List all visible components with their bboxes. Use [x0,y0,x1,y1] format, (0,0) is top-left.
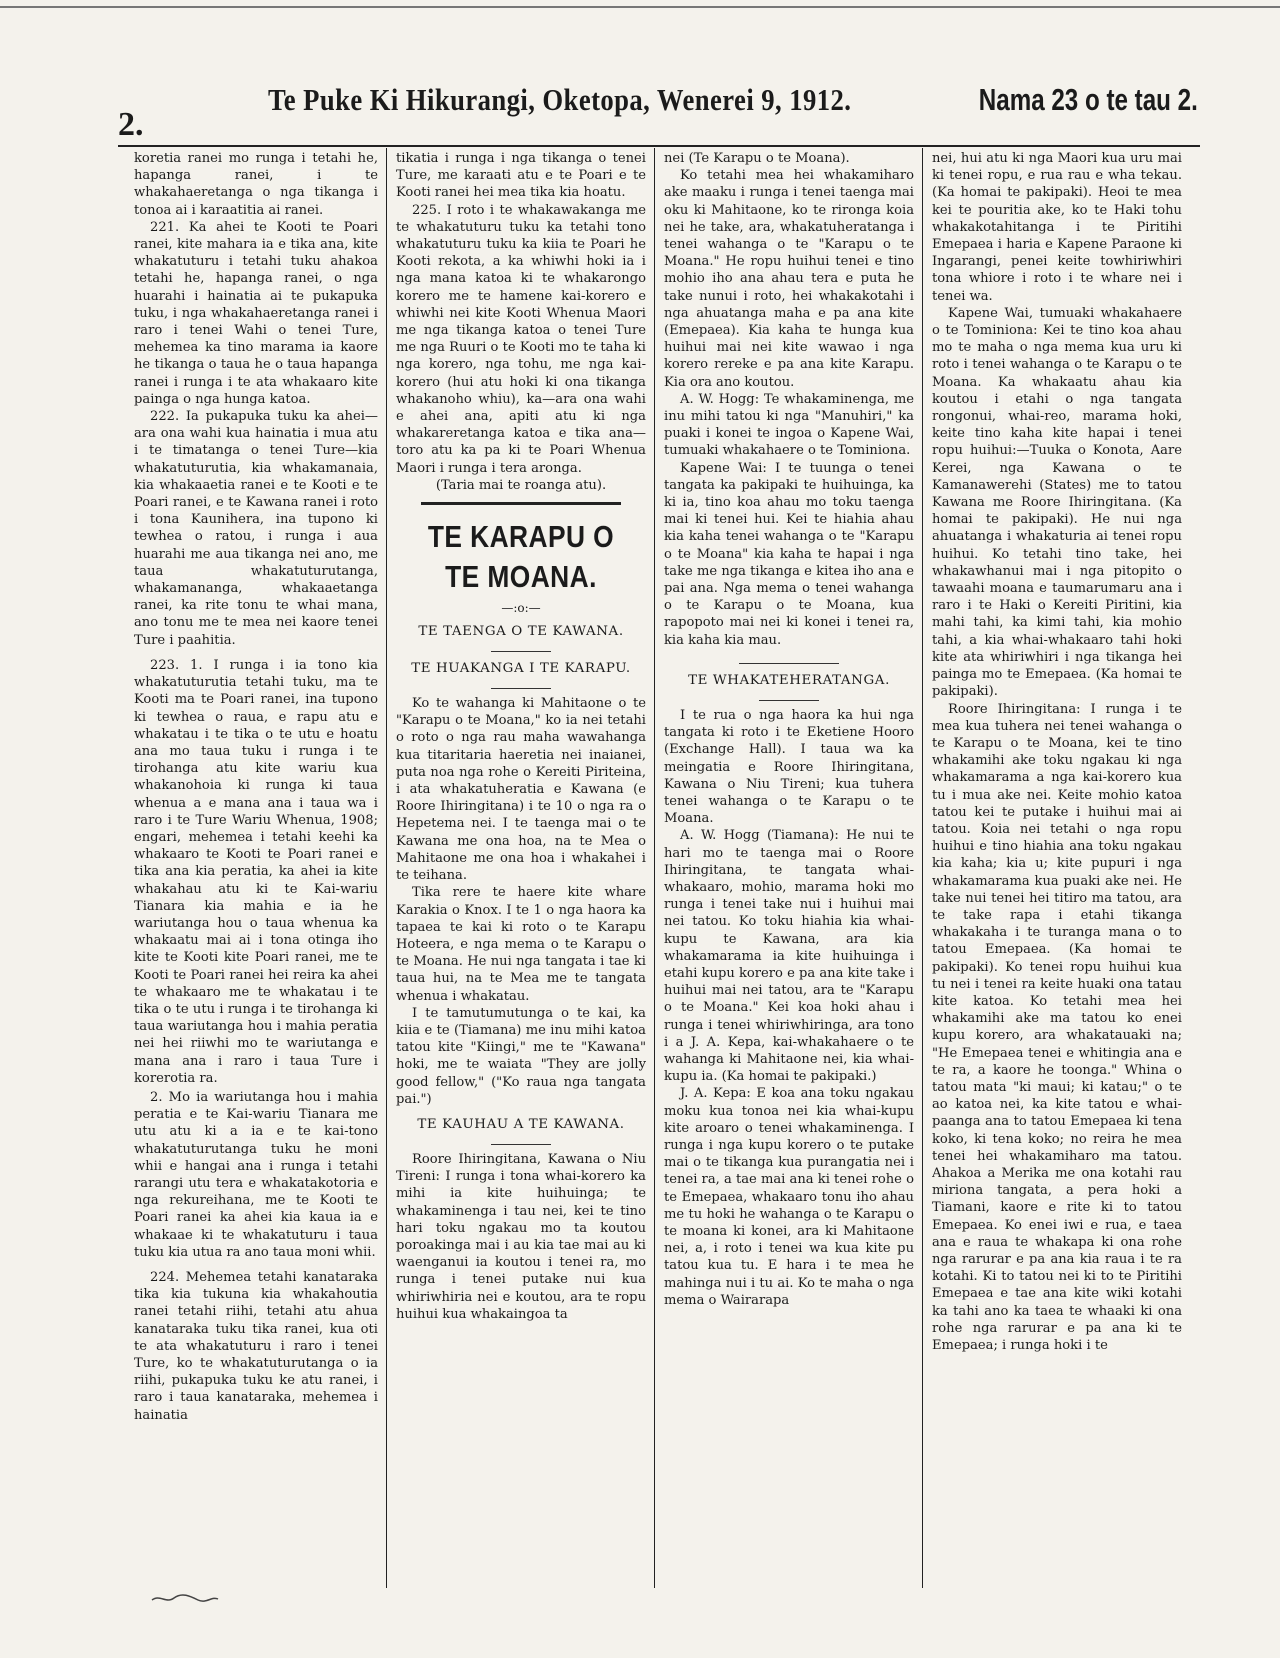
paragraph: I te rua o nga haora ka hui nga tangata ki roto i te Eketiene Hooro (Exchange Hall). I taua wa ka meingatia e Roore Ihiringitana, Kawana o Niu Tireni; kua tuhera tenei wahanga o te Karapu o te Moana. [664,707,914,827]
column-divider-3 [922,148,923,1588]
paragraph: Kapene Wai: I te tuunga o tenei tangata ka pakipaki te huihuinga, ka ki ia, tino koa ahau mo toku taenga mai ki tenei hui. Kei te hiahia ahau kia kaha tenei wahanga o te "Karapu o te Moana" kia kaha te hapai i nga take me nga tikanga e kitea iho ana e pai ana. Nga mema o tenei wahanga o te Karapu o te Moana, kua rapopoto mai nei ki konei i tenei ra, kia kaha kia mau. [664,460,914,648]
short-rule [491,1144,551,1145]
column-1 [134,150,378,1570]
issue-number: Nama 23 o te tau 2. [978,82,1198,117]
subheading-opening-ceremony: TE WHAKATEHERATANGA. [688,672,890,688]
paragraph: I te tamutumutunga o te kai, ka kiia e te (Tiamana) me inu mihi katoa tatou kite "Kiingi," me te "Kawana" hoki, me te waiata "They are jolly good fellow," ("Ko raua nga tangata pai.") [396,1005,646,1107]
column-4 [932,150,1182,1570]
column-divider-2 [654,148,655,1588]
paragraph-225: 225. I roto i te whakawakanga me te whakatuturu tuku ka tetahi tono whakatuturu tuku ka kiia te Poari he Kooti rekota, a ka whiwhi hoki ia i nga mana katoa ki te whakarongo korero me te hamene kai-korero e whiwhi nei kite Kooti Whenua Maori me nga tikanga katoa o tenei Ture me nga Ruuri o te Kooti mo te taha ki nga korero, nga tohu, me nga kai-korero (hui atu hoki ki ona tikanga whakanoho whiu), ka—ara ona wahi e ahei ana, apiti atu ki nga whakareretanga katoa e tika ana—toro atu ka pa ki te Poari Whenua Maori i runga i tera aronga. [396,202,646,476]
paragraph: Ko te wahanga ki Mahitaone o te "Karapu o te Moana," ko ia nei tetahi o roto o nga rau maha wawahanga kua titaritaria haeretia nei inaianei, puta noa nga rohe o Kereiti Piriteina, i ata whakatuheratia e Kawana (e Roore Ihiringitana) i te 10 o nga ra o Hepetema nei. I te taenga mai o te Kawana me ona hoa, na te Mea o Mahitaone me ona hoa i whakahei i te teihana. [396,696,646,884]
paragraph-223-2: 2. Mo ia wariutanga hou i mahia peratia e te Kai-wariu Tianara me utu atu ki a ia e te kai-tono whakatuturutanga tuku he moni whii e hangai ana i runga i tetahi rarangi utu tera e whakatakotoria e nga rekureihana, me te Kooti te Poari ranei ka ahei kia kaua ia e whakaae ki te whakatuturu i taua tuku kia utua ra ano taua moni whii. [134,1089,378,1260]
paragraph: Kapene Wai, tumuaki whakahaere o te Tominiona: Kei te tino koa ahau mo te maha o nga mema kua uru ki roto i tenei wahanga o te Karapu o te Moana. Ka whakaatu ahau kia koutou i etahi o nga tangata rongonui, whai-reo, marama hoki, keite tino kaha kite hapai i tenei ropu huihui:—Tuuka o Konota, Aare Kerei, nga Kawana o te Kamanawerehi (States) me to tatou Kawana me Roore Ihiringitana. (Ka homai te pakipaki). He nui nga ahuatanga i whakaturia ai tenei ropu huihui. Ko tetahi tino take, hei whakawhanui mai i nga pitopito o tawaahi moana e taumarumaru ana i raro i te Haki o Kereiti Piritini, kia mahi tahi, ka kimi tahi, kia mohio tahi, a kia whai-whakaaro tahi hoki kite ata whiriwhiri i nga tikanga hei painga mo te Emepaea. (Ka homai te pakipaki). [932,305,1182,700]
paragraph-224: 224. Mehemea tetahi kanataraka tika kia tukuna kia whakahoutia ranei tetahi riihi, tetahi atu ahua kanataraka tuku tika ranei, kua oti te ata whakatuturu i raro i tenei Ture, ko te whakatuturutanga o ia riihi, pukapuka tuku ke atu ranei, i raro i taua kanataraka, mehemea i hainatia [134,1270,378,1423]
paragraph: Roore Ihiringitana: I runga i te mea kua tuhera nei tenei wahanga o te Karapu o te Moana, kei te tino whakamihi ake toku ngakau ki nga whakamarama a nga kai-korero kua tu i mua ake nei. Keite mohio katoa tatou kei te putake i huihui mai ai tatou. Koia nei tetahi o nga ropu huihui e tino hiahia ana toku ngakau kia kaha; kia u; kite pupuri i nga whakamarama kua puaki ake nei. He take nui tenei hei titiro ma tatou, ara te take rapa i etahi tikanga whakakaha i te turanga mana o to tatou Emepaea. (Ka homai te pakipaki). Ko tenei ropu huihui kua tu nei i tenei ra keite huaki ona tatau kite katoa. Ko tetahi mea hei whakamihi ake ma tatou ko enei kupu korero, ara whakatauaki na; "He Emepaea tenei e whitingia ana e te ra, a kaore he toonga." Whina o tatou mata "ki maui; ki katau;" o te ao katoa nei, ka kite tatou e whai-paanga ana to tatou Emepaea ki tena koko, ki tena koko; no reira he mea tenei hei whakamiharo ma tatou. Ahakoa a Merika me ona kotahi rau miriona tangata, a pera hoki a Tiamani, kaore e rite ki to tatou Emepaea. Ko enei iwi e rua, e taea ana e raua te whakapa ki ona rohe nga rarurar e pa ana kia raua i te ra kotahi. Ki to tatou nei ki to te Piritihi Emepaea e tae ana kite wiki kotahi ka tahi ano ka taea te whaaki ki ona rohe nga rarurar e pa ana ki te Emepaea; i runga hoki i te [932,701,1182,1354]
paragraph: A. W. Hogg (Tiamana): He nui te hari mo te taenga mai o Roore Ihiringitana, te tangata whai-whakaaro, mohio, marama hoki mo runga i tenei take nui i huihui mai nei tatou. Ko toku hiahia kia whai-kupu te Kawana, ara kia whakamarama ia kite huihuinga i etahi kupu korero e pa ana kite take i huihui mai nei tatou, ara te "Karapu o te Moana." Kei koa hoki ahau i runga i tenei whiriwhiringa, ara tono i a J. A. Kepa, kai-whakahaere o te wahanga ki Mahitaone nei, kia whai-kupu ia. (Ka homai te pakipaki.) [664,828,914,1085]
paragraph: nei (Te Karapu o te Moana). [664,151,850,166]
section-rule [421,502,621,505]
paragraph: Ko tetahi mea hei whakamiharo ake maaku i runga i tenei taenga mai oku ki Mahitaone, ko te rironga koia nei he take, ara, whakatuheratanga i tenei wahanga o te "Karapu o te Moana." He ropu huihui tenei e tino mohio iho ana ahau tera e puta he take nunui i roto, hei whakakotahi i nga ahuatanga maha e pa ana kite (Emepaea). Kia kaha te hunga kua huihui mai nei kite wawao i nga korero rereke e pa ana kite Karapu. Kia ora ano koutou. [664,168,914,390]
paragraph-223-1: 223. 1. I runga i ia tono kia whakatuturutia tetahi tuku, ma te Kooti ma te Poari ranei, ina tupono ki tewhea o raua, e rapu atu e whakatau i te tika o te utu e hoatu ana mo taua tuku i runga i te tirohanga atu kite wariu kua whakanohoia ki runga ki taua whenua a e mana ana i taua wa i raro i te Ture Wariu Whenua, 1908; engari, mehemea i tetahi keehi ka whakaaro te Kooti te Poari ranei e tika ana kia peratia, ka ahei ia kite whakahau atu ki te Kai-wariu Tianara kia mahia e ia he wariutanga hou o taua whenua ka whakaatu mai ai i tona otinga iho kite te Kooti kite Poari ranei, me te Kooti te Poari ranei hei reira ka ahei te whakaaro me te whakatau i te tika o te utu i runga i te tirohanga ki taua wariutanga hou i mahia peratia nei hei riiwhi mo te wariutanga e mana ana i raro i taua Ture i korerotia ra. [134,657,378,1086]
subheading-club-opening: TE HUAKANGA I TE KARAPU. [411,661,631,677]
top-edge-line [0,6,1280,8]
column-3 [664,150,914,1570]
subheading-governor-arrival: TE TAENGA O TE KAWANA. [418,624,624,640]
short-rule [759,700,819,701]
page-number: 2. [118,106,144,143]
paragraph-222: 222. Ia pukapuka tuku ka ahei—ara ona wahi kua hainatia i mua atu i te timatanga o tenei Ture—kia whakatuturutia, kia whakamanaia, kia whakaaetia ranei e te Kooti e te Poari ranei, e te Kawana ranei i roto i tona Kaunihera, ina tupono ki tewhea o ratou, i runga i aua huarahi me aua tikanga nei ano, me taua whakatuturutanga, whakamananga, whakaaetanga ranei, ka rite tonu te whai mana, ano tonu me te mea nei kaore tenei Ture i paahitia. [134,409,378,648]
paragraph: A. W. Hogg: Te whakaminenga, me inu mihi tatou ki nga "Manuhiri," ka puaki i konei te ingoa o Kapene Wai, tumuaki whakahaere o te Tominiona. [664,391,914,459]
header-rule [118,145,1200,147]
ornament-divider: —:o:— [501,601,541,616]
newspaper-title: Te Puke Ki Hikurangi, Oketopa, Wenerei 9, 1912. [268,82,852,117]
continued-note: (Taria mai te roanga atu). [435,477,607,493]
paragraph: Tika rere te haere kite whare Karakia o Knox. I te 1 o nga haora ka tapaea te kai ki roto o te Karapu Hoteera, e nga mema o te Karapu o te Moana. He nui nga tangata i tae ki taua hui, na te Mea me te tangata whenua i whakatau. [396,885,646,1004]
subheading-governor-speech: TE KAUHAU A TE KAWANA. [417,1116,625,1132]
paragraph: tikatia i runga i nga tikanga o tenei Ture, me karaati atu e te Poari e te Kooti ranei hei mea tika kia hoatu. [396,151,646,201]
short-rule [739,663,839,664]
club-heading: TE KARAPU O TE MOANA. [427,519,615,595]
short-rule [491,688,551,689]
column-divider-1 [386,148,387,1588]
column-2 [396,150,646,1570]
ink-scribble-mark [150,1590,220,1606]
paragraph-221: 221. Ka ahei te Kooti te Poari ranei, kite mahara ia e tika ana, kite whakatuturu i tetahi tuku ahakoa tetahi he, hapanga ranei, o nga huarahi i hainatia ai te pukapuka tuku, i nga whakahaeretanga ranei i raro i tenei Wahi o tenei Ture, mehemea ka tino marama ia kaore he tikanga o taua he o taua hapanga ranei i runga i te ata whakaaro kite painga o nga hunga katoa. [134,219,378,407]
short-rule [491,651,551,652]
paragraph: J. A. Kepa: E koa ana toku ngakau moku kua tonoa nei kia whai-kupu kite aroaro o tenei whakaminenga. I runga i nga kupu korero o te putake mai o te tikanga kua purangatia nei i tenei ra, a tae mai ana ki tenei rohe o te Emepaea, whakaaro tonu iho ahau me tu hoki he wahanga o te Karapu o te moana ki konei, ara ki Mahitaone nei, a, i roto i tenei wa kua kite pu tatou kua tu. E hara i te mea he mahinga nui i tu ai. Ko te maha o nga mema o Wairarapa [664,1086,914,1308]
paragraph: Roore Ihiringitana, Kawana o Niu Tireni: I runga i tona whai-korero ka mihi ia kite huihuinga; te whakaminenga i tau nei, kei te tino hari toku ngakau mo ta koutou poroakinga mai i au kia tae mai au ki waenganui ia koutou i tenei ra, mo runga i tenei putake nui kua whiriwhiria nei e koutou, ara te ropu huihui kua whakaingoa ta [396,1151,646,1322]
paragraph: koretia ranei mo runga i tetahi he, hapanga ranei, i te whakahaeretanga o nga tikanga i tonoa ai i karaatitia ai ranei. [134,151,378,218]
masthead [118,82,1198,142]
paragraph: nei, hui atu ki nga Maori kua uru mai ki tenei ropu, e rua rau e wha tekau. (Ka homai te pakipaki). Heoi te mea kei te pouritia ake, ko te Haki tohu whakakotahitanga i te Piritihi Emepaea i haria e Kapene Paraone ki Ingarangi, penei keite towhiriwhiri tona whiore i roto i te whare nei i tenei wa. [932,151,1182,304]
